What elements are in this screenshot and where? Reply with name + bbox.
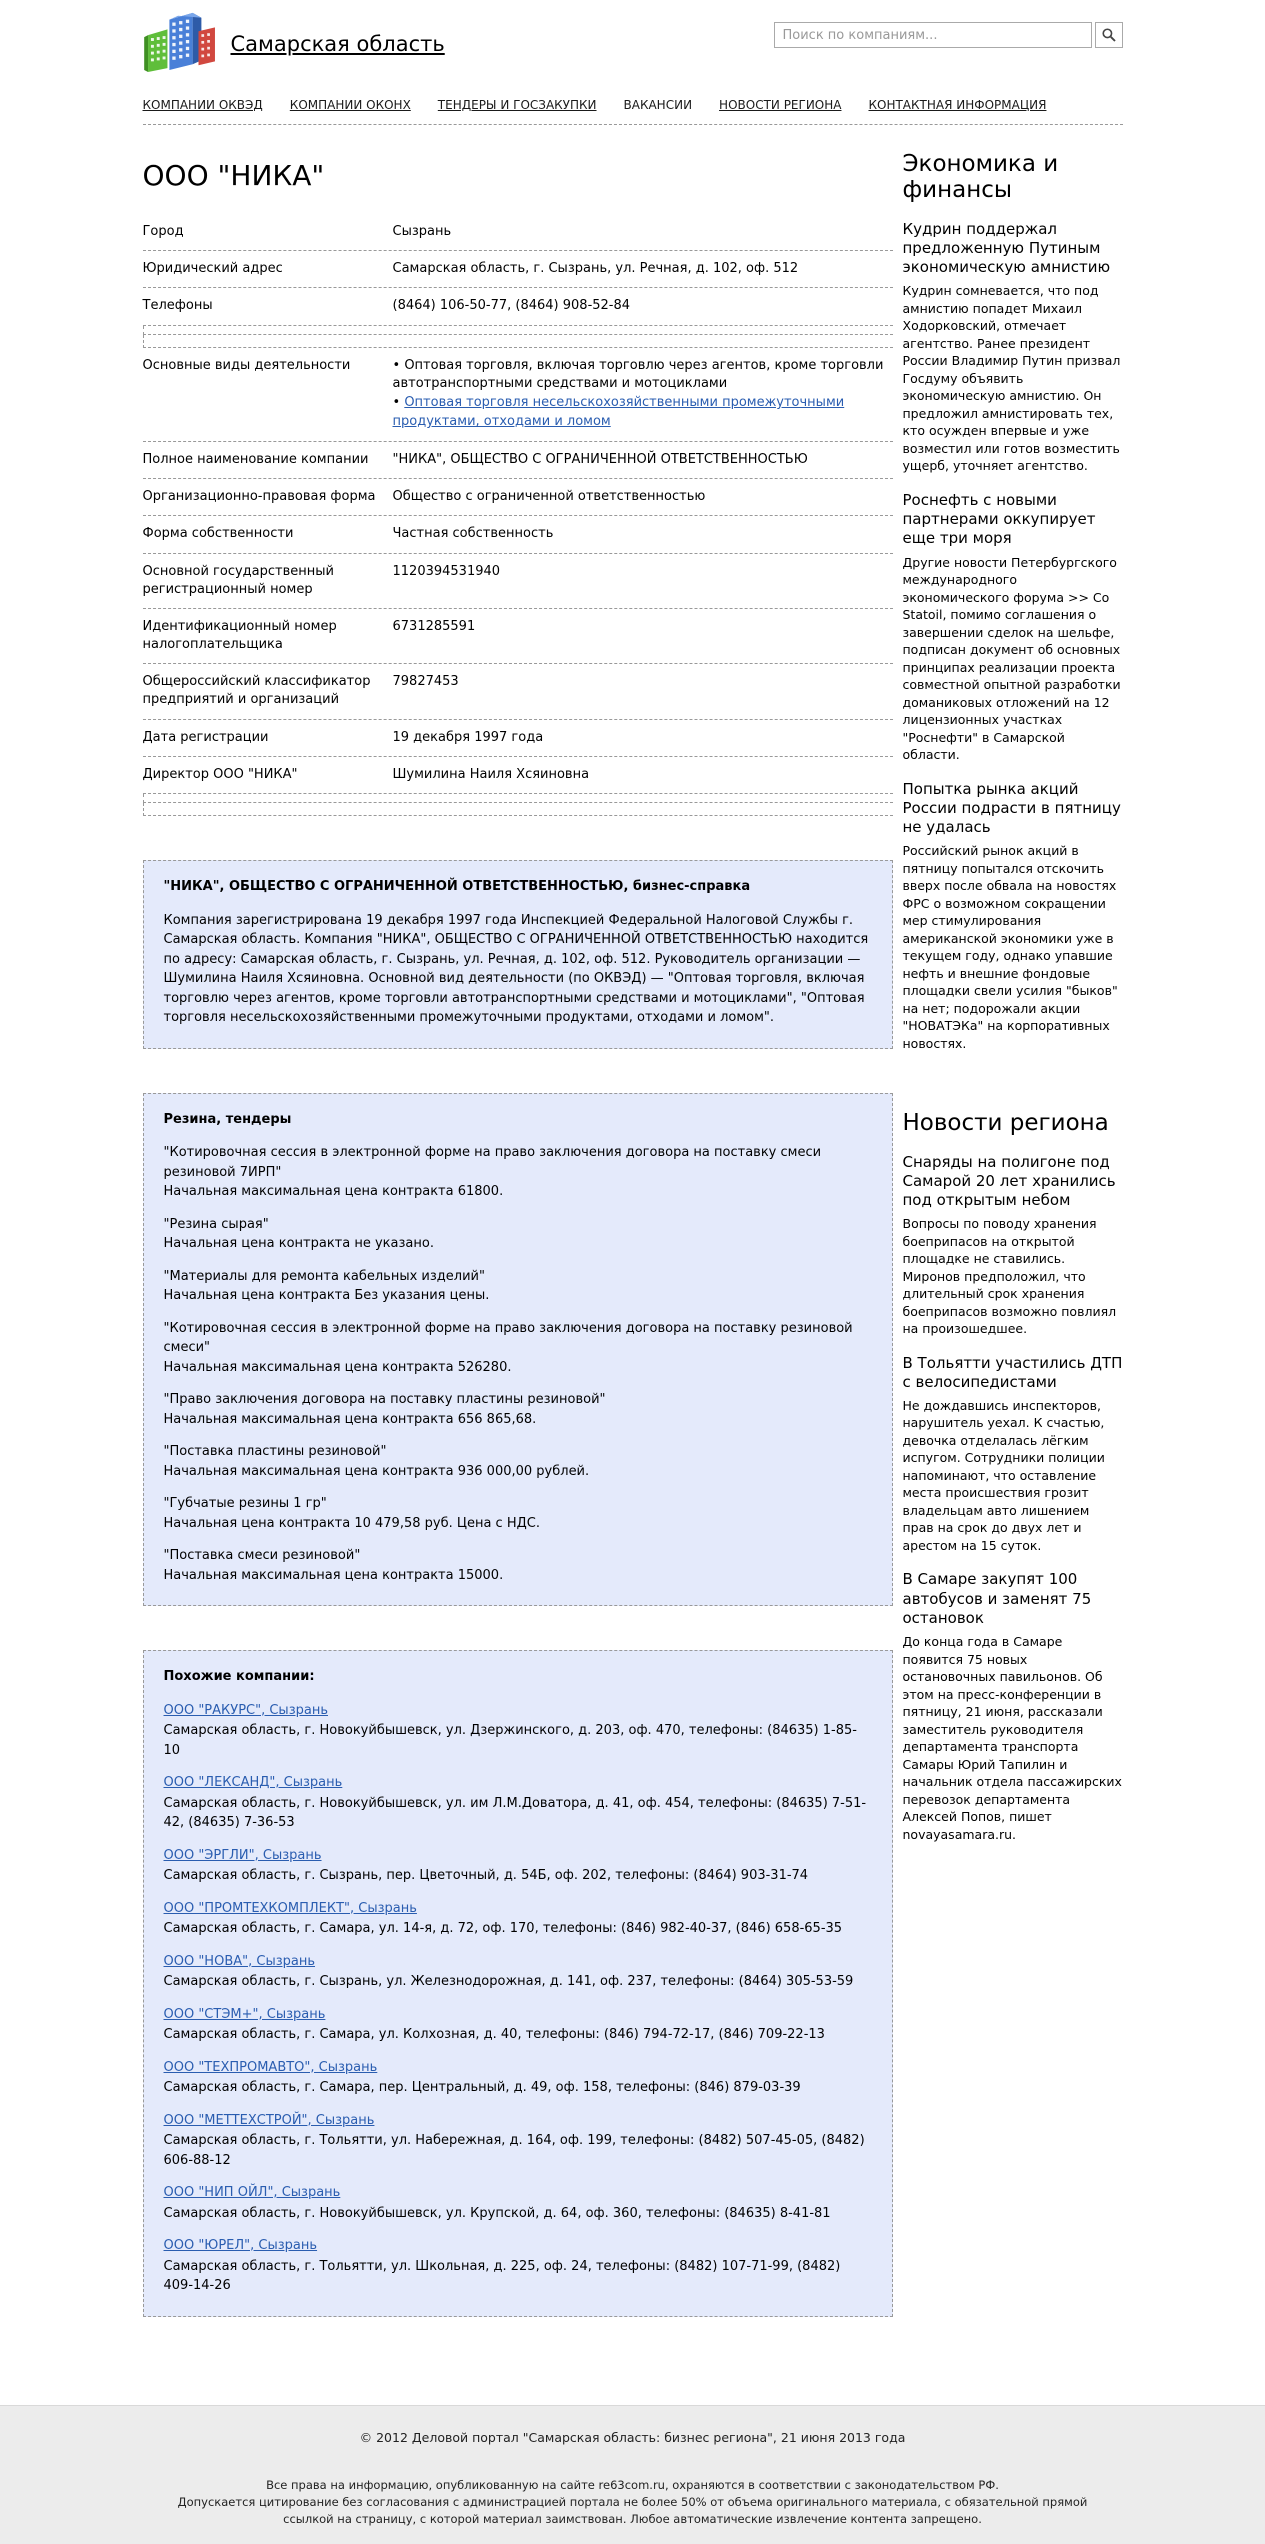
detail-label: Город [143, 223, 393, 241]
news-article-text: Вопросы по поводу хранения боеприпасов на открытой площадке не ставились. Миронов предположил, что длительный срок хранения боеприпасов возможно повлиял на произошедшее. [903, 1215, 1123, 1338]
similar-company-address: Самарская область, г. Сызрань, ул. Железнодорожная, д. 141, оф. 237, телефоны: (8464) 305-53-59 [164, 1972, 872, 1992]
search-input[interactable] [774, 22, 1092, 48]
detail-value [393, 357, 893, 432]
detail-row-activities [143, 348, 893, 442]
tender-title: "Материалы для ремонта кабельных изделий" [164, 1267, 872, 1287]
company-details-table [143, 214, 893, 816]
tenders-box [143, 1093, 893, 1607]
header [143, 0, 1123, 92]
business-summary-text: Компания зарегистрирована 19 декабря 1997 года Инспекцией Федеральной Налоговой Службы г. Самарская область. Компания "НИКА", ОБЩЕСТВО С ОГРАНИЧЕННОЙ ОТВЕТСТВЕННОСТЬЮ находится по адресу: Самарская область, г. Сызрань, ул. Речная, д. 102, оф. 512. Руководитель организации — Шумилина Наиля Хсяиновна. Основной вид деятельности (по ОКВЭД) — "Оптовая торговля, включая торговлю через агентов, кроме торговли автотранспортными средствами и мотоциклами", "Оптовая торговля несельскохозяйственными промежуточными продуктами, отходами и ломом". [164, 911, 872, 1028]
similar-company-link[interactable]: ООО "ТЕХПРОМАВТО", Сызрань [164, 2060, 378, 2075]
detail-label: Основные виды деятельности [143, 357, 393, 432]
similar-company-item [164, 1952, 872, 1992]
detail-value: 79827453 [393, 673, 893, 709]
footer-legal [158, 2477, 1108, 2529]
sidebar-section-heading: Экономика и финансы [903, 151, 1123, 204]
nav-item[interactable]: КОМПАНИИ ОКВЭД [143, 98, 263, 112]
activity-link[interactable]: Оптовая торговля несельскохозяйственными промежуточными продуктами, отходами и ломом [393, 395, 845, 429]
tender-item [164, 1494, 872, 1533]
detail-label: Директор ООО "НИКА" [143, 766, 393, 784]
detail-label: Юридический адрес [143, 260, 393, 278]
similar-company-item [164, 2111, 872, 2171]
tender-price: Начальная максимальная цена контракта 656 865,68. [164, 1410, 872, 1430]
detail-value: "НИКА", ОБЩЕСТВО С ОГРАНИЧЕННОЙ ОТВЕТСТВЕННОСТЬЮ [393, 451, 893, 469]
empty-row [143, 794, 893, 803]
nav-item[interactable]: НОВОСТИ РЕГИОНА [719, 98, 841, 112]
news-article-text: До конца года в Самаре появится 75 новых остановочных павильонов. Об этом на пресс-конференции в пятницу, 21 июня, рассказали заместитель руководителя департамента транспорта Самары Юрий Тапилин и начальник отдела пассажирских перевозок департамента Алексей Попов, пишет novayasamara.ru. [903, 1633, 1123, 1843]
site-title-link[interactable]: Самарская область [231, 32, 445, 56]
detail-row [143, 288, 893, 325]
similar-company-item [164, 1773, 872, 1833]
tender-price: Начальная цена контракта 10 479,58 руб. Цена с НДС. [164, 1514, 872, 1534]
detail-row [143, 609, 893, 664]
tender-title: "Поставка пластины резиновой" [164, 1442, 872, 1462]
news-article-title[interactable]: В Самаре закупят 100 автобусов и заменят 75 остановок [903, 1570, 1123, 1628]
detail-row [143, 251, 893, 288]
news-article-text: Не дождавшись инспекторов, нарушитель уехал. К счастью, девочка отделалась лёгким испугом. Сотрудники полиции напоминают, что оставление места происшествия грозит владельцам авто лишением прав на срок до двух лет и арестом на 15 суток. [903, 1397, 1123, 1555]
similar-company-address: Самарская область, г. Самара, пер. Центральный, д. 49, оф. 158, телефоны: (846) 879-03-39 [164, 2078, 872, 2098]
nav-item[interactable]: ТЕНДЕРЫ И ГОСЗАКУПКИ [438, 98, 597, 112]
detail-label: Организационно-правовая форма [143, 488, 393, 506]
detail-value: 6731285591 [393, 618, 893, 654]
footer [0, 2405, 1265, 2544]
similar-company-item [164, 2183, 872, 2223]
tender-price: Начальная максимальная цена контракта 936 000,00 рублей. [164, 1462, 872, 1482]
detail-label: Основной государственный регистрационный номер [143, 563, 393, 599]
tender-title: "Котировочная сессия в электронной форме на право заключения договора на поставку смеси резиновой 7ИРП" [164, 1143, 872, 1182]
tender-item [164, 1319, 872, 1378]
tender-item [164, 1546, 872, 1585]
similar-company-link[interactable]: ООО "ЭРГЛИ", Сызрань [164, 1848, 322, 1863]
similar-company-link[interactable]: ООО "ЛЕКСАНД", Сызрань [164, 1775, 343, 1790]
detail-label: Полное наименование компании [143, 451, 393, 469]
detail-value: Самарская область, г. Сызрань, ул. Речная, д. 102, оф. 512 [393, 260, 893, 278]
similar-company-item [164, 1899, 872, 1939]
detail-value: (8464) 106-50-77, (8464) 908-52-84 [393, 297, 893, 315]
similar-company-address: Самарская область, г. Тольятти, ул. Набережная, д. 164, оф. 199, телефоны: (8482) 507-45-05, (8482) 606-88-12 [164, 2131, 872, 2170]
detail-row [143, 757, 893, 794]
tender-title: "Котировочная сессия в электронной форме на право заключения договора на поставку резиновой смеси" [164, 1319, 872, 1358]
similar-company-link[interactable]: ООО "СТЭМ+", Сызрань [164, 2007, 326, 2022]
news-article [903, 1153, 1123, 1338]
similar-company-link[interactable]: ООО "РАКУРС", Сызрань [164, 1703, 329, 1718]
similar-company-item [164, 2005, 872, 2045]
search-button[interactable] [1095, 22, 1123, 48]
tender-item [164, 1215, 872, 1254]
detail-row [143, 479, 893, 516]
detail-label: Телефоны [143, 297, 393, 315]
tender-title: "Поставка смеси резиновой" [164, 1546, 872, 1566]
detail-value: 19 декабря 1997 года [393, 729, 893, 747]
detail-value: Частная собственность [393, 525, 893, 543]
similar-company-item [164, 2236, 872, 2296]
news-article-text: Российский рынок акций в пятницу попытался отскочить вверх после обвала на новостях ФРС о возможном сокращении мер стимулирования американской экономики уже в текущем году, однако упавшие нефть и внешние фондовые площадки свели усилия "быков" на нет; подорожали акции "НОВАТЭКа" на корпоративных новостях. [903, 842, 1123, 1052]
similar-company-link[interactable]: ООО "МЕТТЕХСТРОЙ", Сызрань [164, 2113, 375, 2128]
site-logo[interactable] [143, 8, 221, 76]
similar-company-address: Самарская область, г. Самара, ул. 14-я, д. 72, оф. 170, телефоны: (846) 982-40-37, (846) 658-65-35 [164, 1919, 872, 1939]
footer-copyright: © 2012 Деловой портал "Самарская область: бизнес региона", 21 июня 2013 года [0, 2430, 1265, 2445]
detail-label: Форма собственности [143, 525, 393, 543]
detail-value: 1120394531940 [393, 563, 893, 599]
detail-row [143, 516, 893, 553]
nav-item[interactable]: КОМПАНИИ ОКОНХ [290, 98, 411, 112]
news-article-title[interactable]: В Тольятти участились ДТП с велосипедистами [903, 1354, 1123, 1392]
news-article [903, 780, 1123, 1053]
similar-company-address: Самарская область, г. Самара, ул. Колхозная, д. 40, телефоны: (846) 794-72-17, (846) 709-22-13 [164, 2025, 872, 2045]
similar-company-address: Самарская область, г. Новокуйбышевск, ул. им Л.М.Доватора, д. 41, оф. 454, телефоны: (84635) 7-51-42, (84635) 7-36-53 [164, 1794, 872, 1833]
page-title: ООО "НИКА" [143, 159, 893, 192]
news-article-title[interactable]: Попытка рынка акций России подрасти в пятницу не удалась [903, 780, 1123, 838]
activity-item: • Оптовая торговля, включая торговлю через агентов, кроме торговли автотранспортными средствами и мотоциклами [393, 357, 893, 395]
nav-item[interactable]: КОНТАКТНАЯ ИНФОРМАЦИЯ [868, 98, 1046, 112]
similar-company-address: Самарская область, г. Новокуйбышевск, ул. Крупской, д. 64, оф. 360, телефоны: (84635) 8-41-81 [164, 2204, 872, 2224]
activity-item [393, 394, 893, 432]
sidebar-section-region-news [903, 1110, 1123, 1843]
footer-legal-line: Все права на информацию, опубликованную на сайте re63com.ru, охраняются в соответствии с законодательством РФ. [158, 2477, 1108, 2494]
tender-title: "Право заключения договора на поставку пластины резиновой" [164, 1390, 872, 1410]
similar-company-item [164, 1846, 872, 1886]
news-article [903, 1570, 1123, 1843]
news-article [903, 1354, 1123, 1555]
tenders-heading: Резина, тендеры [164, 1110, 872, 1130]
tender-price: Начальная максимальная цена контракта 61800. [164, 1182, 872, 1202]
main-nav [143, 92, 1123, 125]
news-sidebar [903, 125, 1123, 1851]
similar-company-address: Самарская область, г. Сызрань, пер. Цветочный, д. 54Б, оф. 202, телефоны: (8464) 903-31-74 [164, 1866, 872, 1886]
detail-label: Дата регистрации [143, 729, 393, 747]
tender-item [164, 1390, 872, 1429]
similar-company-link[interactable]: ООО "ЮРЕЛ", Сызрань [164, 2238, 318, 2253]
news-article [903, 491, 1123, 764]
tender-item [164, 1442, 872, 1481]
search-box [774, 22, 1123, 48]
empty-row [143, 326, 893, 335]
business-summary-box [143, 860, 893, 1049]
tender-price: Начальная максимальная цена контракта 526280. [164, 1358, 872, 1378]
similar-companies-heading: Похожие компании: [164, 1667, 872, 1687]
tender-title: "Губчатые резины 1 гр" [164, 1494, 872, 1514]
news-article-text: Другие новости Петербургского международного экономического форума >> Со Statoil, помимо соглашения о завершении сделок на шельфе, подписан документ об основных принципах реализации проекта совместной опытной разработки доманиковых отложений на 12 лицензионных участках "Роснефти" в Самарской области. [903, 554, 1123, 764]
similar-company-link[interactable]: ООО "НОВА", Сызрань [164, 1954, 316, 1969]
sidebar-section-heading: Новости региона [903, 1110, 1123, 1136]
detail-value: Шумилина Наиля Хсяиновна [393, 766, 893, 784]
tender-title: "Резина сырая" [164, 1215, 872, 1235]
tender-item [164, 1143, 872, 1202]
buildings-logo-icon [143, 8, 221, 72]
detail-row [143, 664, 893, 719]
similar-company-link[interactable]: ООО "ПРОМТЕХКОМПЛЕКТ", Сызрань [164, 1901, 417, 1916]
detail-row [143, 214, 893, 251]
detail-row [143, 554, 893, 609]
news-article-title[interactable]: Кудрин поддержал предложенную Путиным экономическую амнистию [903, 220, 1123, 278]
detail-value: Сызрань [393, 223, 893, 241]
empty-row [143, 335, 893, 348]
news-article-text: Кудрин сомневается, что под амнистию попадет Михаил Ходорковский, отмечает агентство. Ранее президент России Владимир Путин призвал Госдуму объявить экономическую амнистию. Он предложил амнистировать тех, кто осужден впервые и уже возместил или готов возместить ущерб, уточняет агентство. [903, 282, 1123, 475]
nav-item[interactable]: ВАКАНСИИ [624, 98, 693, 112]
similar-company-address: Самарская область, г. Тольятти, ул. Школьная, д. 225, оф. 24, телефоны: (8482) 107-71-99, (8482) 409-14-26 [164, 2257, 872, 2296]
business-summary-heading: "НИКА", ОБЩЕСТВО С ОГРАНИЧЕННОЙ ОТВЕТСТВЕННОСТЬЮ, бизнес-справка [164, 877, 872, 897]
tender-price: Начальная цена контракта не указано. [164, 1234, 872, 1254]
detail-row [143, 442, 893, 479]
similar-company-item [164, 1701, 872, 1761]
search-icon [1101, 27, 1117, 43]
sidebar-section-economy [903, 151, 1123, 1052]
similar-companies-box [143, 1650, 893, 2317]
footer-legal-line: Допускается цитирование без согласования с администрацией портала не более 50% от объема оригинального материала, с обязательной прямой ссылкой на страницу, с которой материал заимствован. Любое автоматические извлечение контента запрещено. [158, 2494, 1108, 2529]
similar-company-link[interactable]: ООО "НИП ОЙЛ", Сызрань [164, 2185, 341, 2200]
similar-company-address: Самарская область, г. Новокуйбышевск, ул. Дзержинского, д. 203, оф. 470, телефоны: (84635) 1-85-10 [164, 1721, 872, 1760]
company-page [143, 125, 893, 2317]
tender-price: Начальная цена контракта Без указания цены. [164, 1286, 872, 1306]
detail-value: Общество с ограниченной ответственностью [393, 488, 893, 506]
tender-price: Начальная максимальная цена контракта 15000. [164, 1566, 872, 1586]
detail-label: Идентификационный номер налогоплательщика [143, 618, 393, 654]
empty-row [143, 803, 893, 816]
detail-label: Общероссийский классификатор предприятий и организаций [143, 673, 393, 709]
detail-row [143, 720, 893, 757]
similar-company-item [164, 2058, 872, 2098]
news-article-title[interactable]: Снаряды на полигоне под Самарой 20 лет хранились под открытым небом [903, 1153, 1123, 1211]
tender-item [164, 1267, 872, 1306]
news-article-title[interactable]: Роснефть с новыми партнерами оккупирует еще три моря [903, 491, 1123, 549]
news-article [903, 220, 1123, 475]
